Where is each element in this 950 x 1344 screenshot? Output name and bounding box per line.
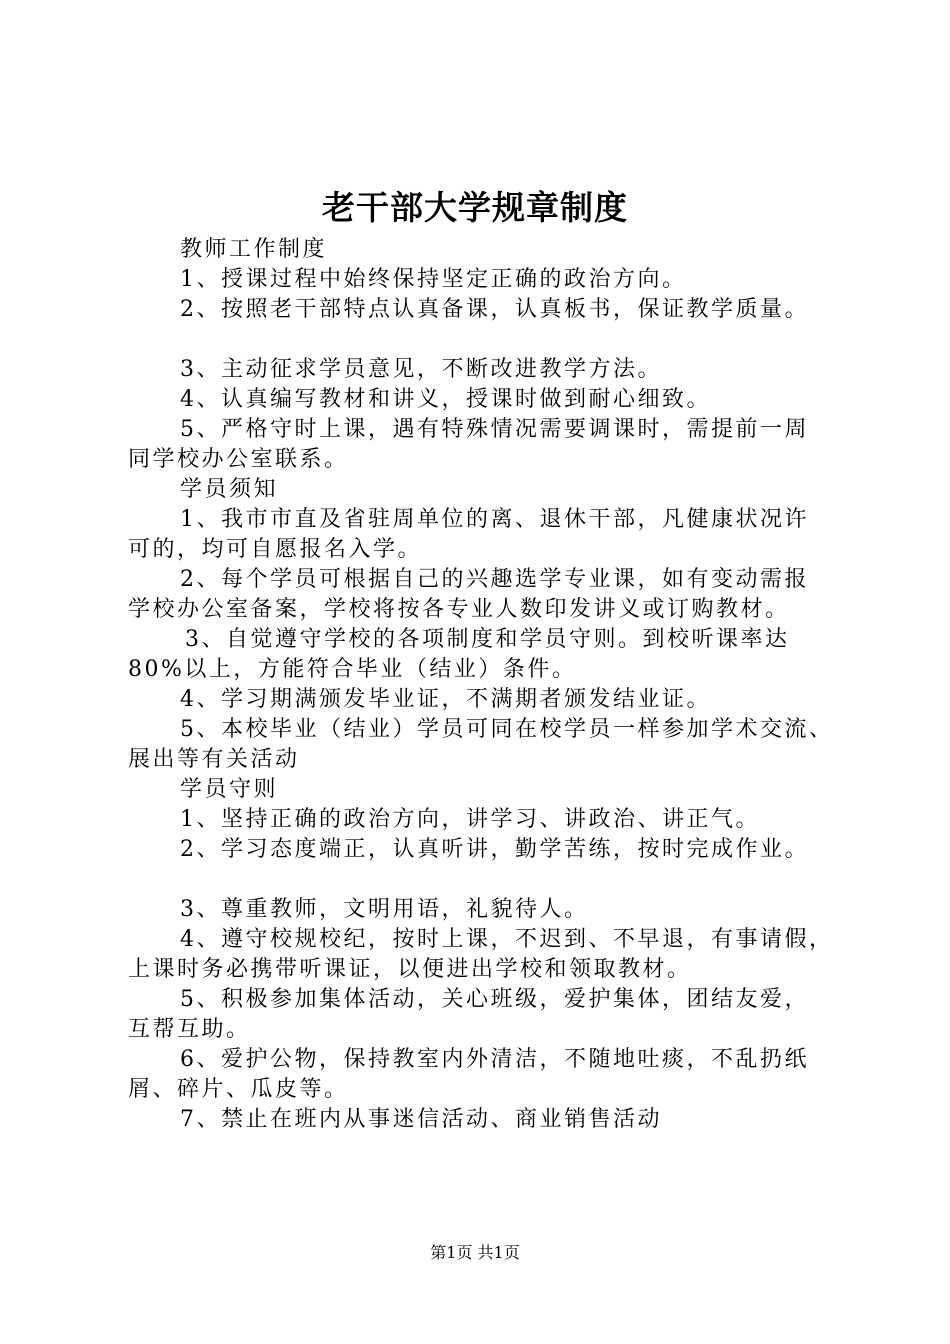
paragraph-line: 4、遵守校规校纪，按时上课，不迟到、不早退，有事请假，	[180, 927, 834, 952]
page-footer: 第1页 共1页	[430, 1243, 520, 1262]
paragraph-line: 4、认真编写教材和讲义，授课时做到耐心细致。	[180, 387, 711, 412]
paragraph-line: 1、坚持正确的政治方向，讲学习、讲政治、讲正气。	[180, 807, 760, 832]
paragraph-line: 4、学习期满颁发毕业证，不满期者颁发结业证。	[180, 687, 711, 712]
paragraph-line: 5、严格守时上课，遇有特殊情况需要调课时，需提前一周	[180, 417, 809, 442]
paragraph-line: 学校办公室备案，学校将按各专业人数印发讲义或订购教材。	[128, 597, 790, 622]
section-heading-teacher-rules: 教师工作制度	[180, 237, 328, 262]
section-heading-student-notice: 学员须知	[180, 477, 279, 502]
document-body	[128, 235, 840, 1135]
section-heading-student-code: 学员守则	[180, 777, 279, 802]
paragraph-line: 5、本校毕业（结业）学员可同在校学员一样参加学术交流、	[180, 717, 834, 742]
paragraph-line: 2、按照老干部特点认真备课，认真板书，保证教学质量。	[180, 297, 809, 322]
paragraph-line: 7、禁止在班内从事迷信活动、商业销售活动	[180, 1107, 662, 1132]
paragraph-line: 3、自觉遵守学校的各项制度和学员守则。到校听课率达	[185, 627, 790, 652]
paragraph-line: 屑、碎片、瓜皮等。	[128, 1077, 349, 1102]
paragraph-line: 80%以上，方能符合毕业（结业）条件。	[128, 657, 577, 682]
paragraph-line: 1、我市市直及省驻周单位的离、退休干部，凡健康状况许	[180, 507, 809, 532]
paragraph-line: 上课时务必携带听课证，以便进出学校和领取教材。	[128, 957, 692, 982]
paragraph-line: 3、尊重教师，文明用语，礼貌待人。	[180, 897, 589, 922]
paragraph-line: 互帮互助。	[128, 1017, 251, 1042]
paragraph-line: 2、每个学员可根据自己的兴趣选学专业课，如有变动需报	[180, 567, 809, 592]
paragraph-line: 展出等有关活动	[128, 747, 300, 772]
paragraph-line: 可的，均可自愿报名入学。	[128, 537, 423, 562]
paragraph-line: 2、学习态度端正，认真听讲，勤学苦练，按时完成作业。	[180, 837, 809, 862]
paragraph-line: 1、授课过程中始终保持坚定正确的政治方向。	[180, 267, 687, 292]
document-title: 老干部大学规章制度	[322, 188, 628, 227]
blank-line	[128, 325, 840, 355]
paragraph-line: 5、积极参加集体活动，关心班级，爱护集体，团结友爱，	[180, 987, 809, 1012]
paragraph-line: 同学校办公室联系。	[128, 447, 349, 472]
blank-line	[128, 865, 840, 895]
paragraph-line: 3、主动征求学员意见，不断改进教学方法。	[180, 357, 662, 382]
paragraph-line: 6、爱护公物，保持教室内外清洁，不随地吐痰，不乱扔纸	[180, 1047, 809, 1072]
